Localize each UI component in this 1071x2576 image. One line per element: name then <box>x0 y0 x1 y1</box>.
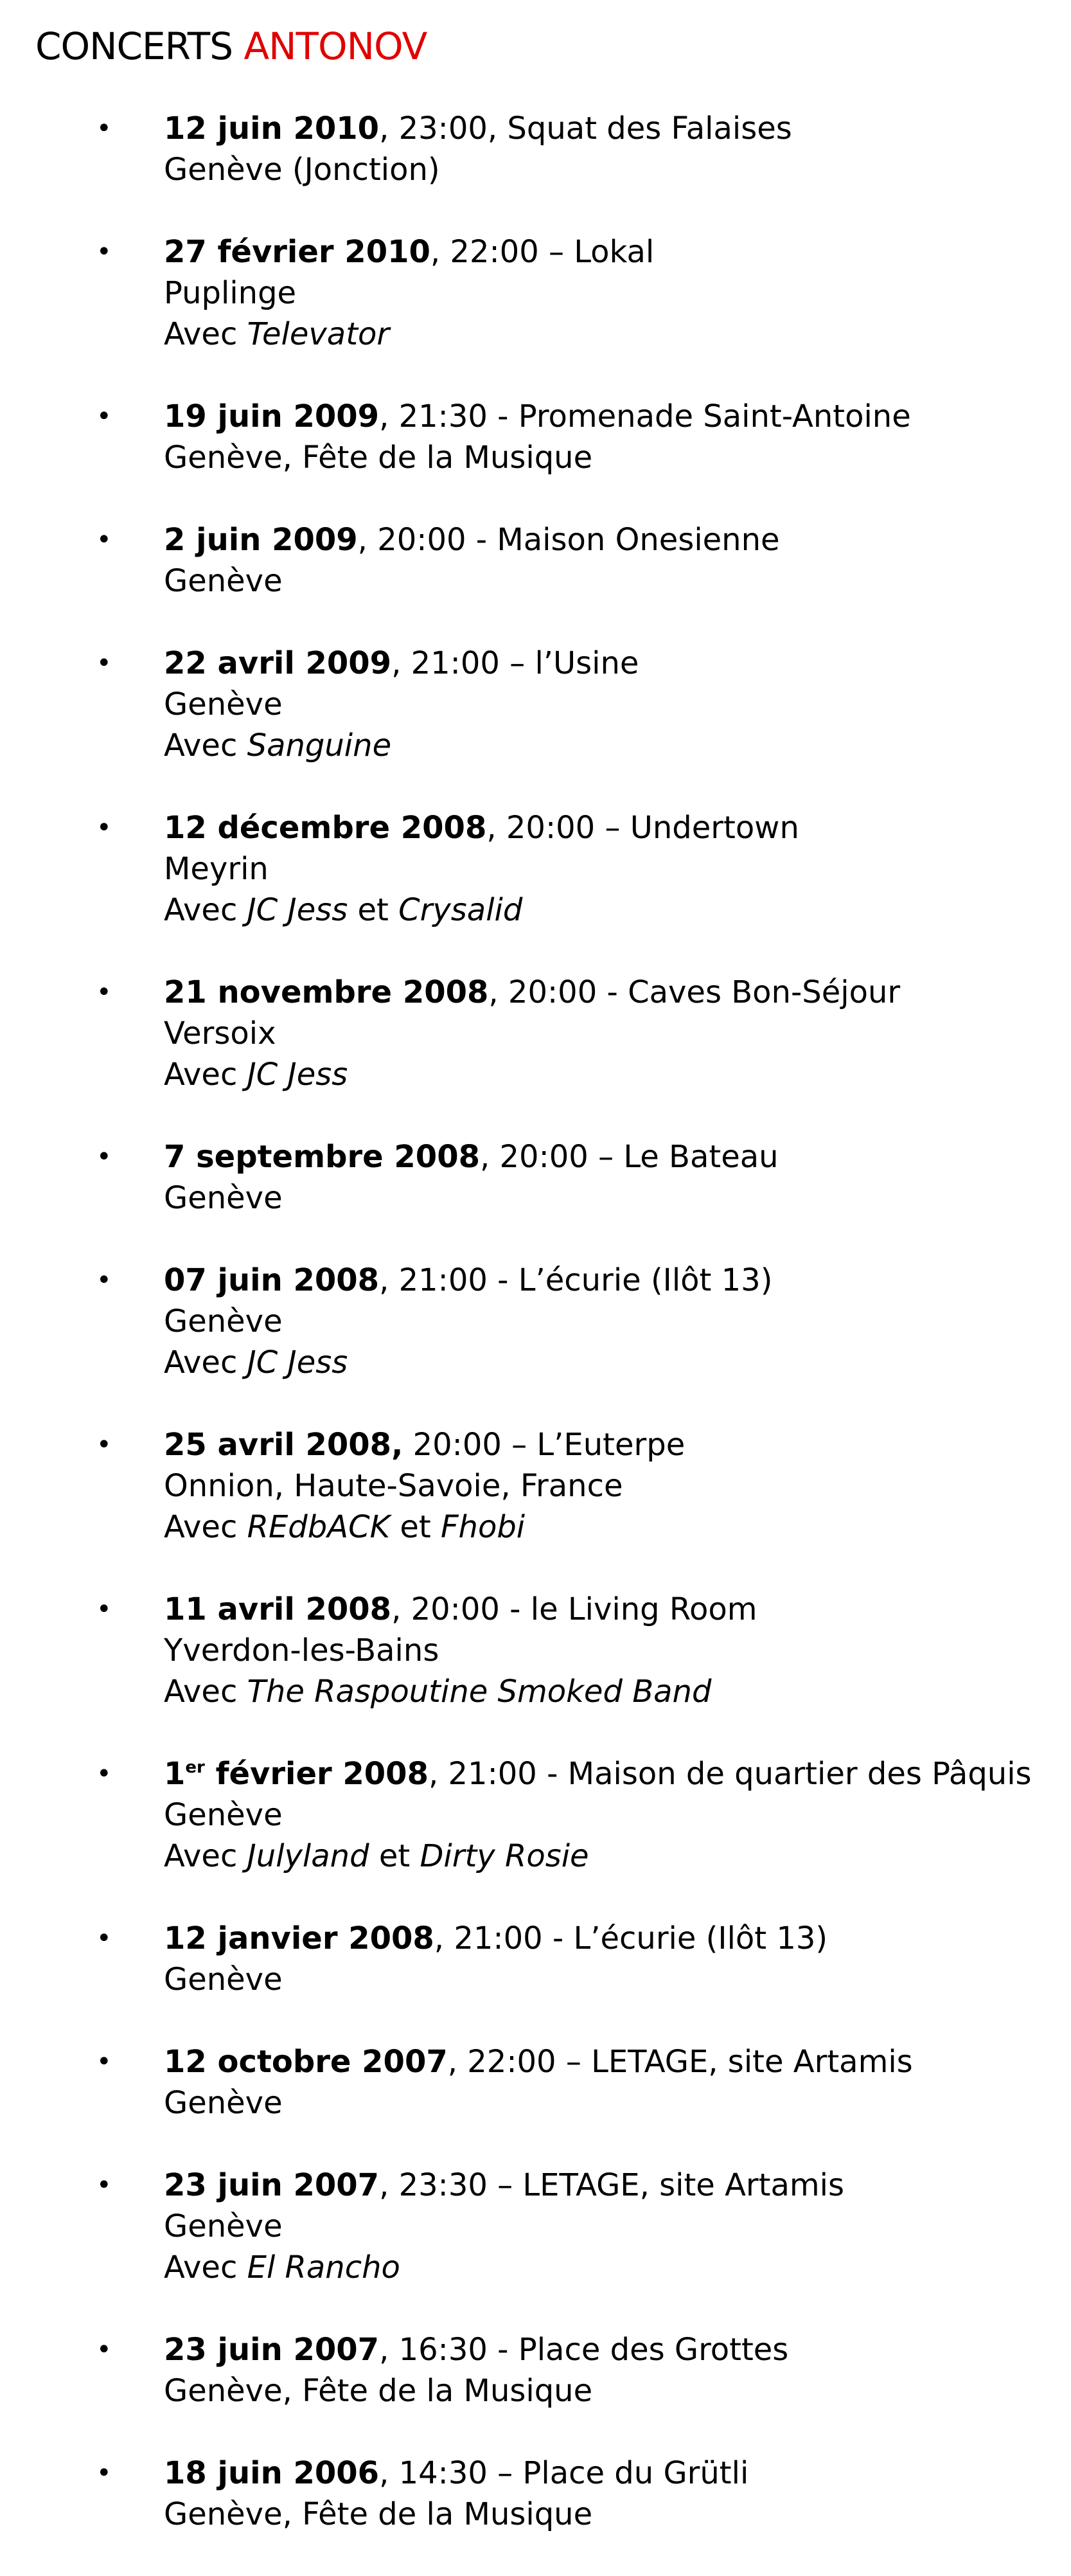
concert-lineup <box>164 1054 1071 1095</box>
bullet-icon: • <box>96 813 112 843</box>
lineup-act: Julyland <box>247 1838 369 1874</box>
concert-date-text: 18 juin 2006 <box>164 2455 380 2491</box>
concert-item <box>0 1136 1071 1219</box>
concert-item <box>0 231 1071 355</box>
concert-headline <box>164 972 1071 1013</box>
concert-headline <box>164 231 1071 273</box>
concert-date <box>164 810 486 846</box>
bullet-icon: • <box>96 402 112 431</box>
concert-lineup <box>164 725 1071 766</box>
concert-headline <box>164 108 1071 149</box>
lineup-label: Avec <box>164 1057 247 1093</box>
concert-place: Genève <box>164 563 283 599</box>
lineup-act: The Raspoutine Smoked Band <box>247 1674 712 1710</box>
concert-date-text: 23 juin 2007 <box>164 2167 380 2203</box>
concert-date <box>164 234 430 270</box>
lineup-label: Avec <box>164 1509 247 1545</box>
concert-item <box>0 2453 1071 2535</box>
bullet-icon: • <box>96 1266 112 1295</box>
lineup-label: Avec <box>164 728 247 764</box>
lineup-label: Avec <box>164 2250 247 2285</box>
concert-place: Genève <box>164 2208 283 2244</box>
concert-place: Genève <box>164 1303 283 1339</box>
lineup-label: Avec <box>164 1674 247 1710</box>
concert-time-venue: , 21:30 - Promenade Saint-Antoine <box>379 398 911 434</box>
bullet-icon: • <box>96 1142 112 1172</box>
concert-time-venue: , 22:00 – Lokal <box>430 234 655 270</box>
concert-date-text: 2 juin 2009 <box>164 522 358 558</box>
concert-item <box>0 2329 1071 2411</box>
lineup-joiner: et <box>369 1838 420 1874</box>
concert-date <box>164 2044 448 2080</box>
concert-headline <box>164 807 1071 848</box>
concert-time-venue: , 14:30 – Place du Grütli <box>379 2455 749 2491</box>
lineup-act: REdbACK <box>247 1509 391 1545</box>
concert-date <box>164 111 379 147</box>
concert-time-venue: , 21:00 - L’écurie (Ilôt 13) <box>379 1262 773 1298</box>
lineup-act: El Rancho <box>247 2250 400 2285</box>
concert-list <box>0 108 1071 2576</box>
concert-lineup <box>164 1671 1071 1712</box>
concert-place: Genève <box>164 1797 283 1833</box>
bullet-icon: • <box>96 525 112 555</box>
concert-date-text: 22 avril 2009 <box>164 645 392 681</box>
concert-time-venue: , 21:00 – l’Usine <box>391 645 639 681</box>
concert-time-venue: , 20:00 - Maison Onesienne <box>357 522 780 558</box>
lineup-act: Televator <box>247 316 390 352</box>
lineup-label: Avec <box>164 1345 247 1381</box>
concert-time-venue: , 21:00 - L’écurie (Ilôt 13) <box>434 1920 828 1956</box>
lineup-joiner: et <box>390 1509 441 1545</box>
concert-date <box>164 1756 429 1792</box>
concert-time-venue: , 20:00 - Caves Bon-Séjour <box>488 974 901 1010</box>
concert-lineup <box>164 1507 1071 1548</box>
concert-date-text: 23 juin 2007 <box>164 2332 380 2368</box>
concert-date-text: février 2008 <box>204 1756 429 1792</box>
title-accent: ANTONOV <box>243 24 427 68</box>
concert-place: Genève <box>164 1962 283 1998</box>
concert-date-text: 12 juin 2010 <box>164 111 380 147</box>
concert-time-venue: , 23:00, Squat des Falaises <box>379 111 792 147</box>
concert-time-venue: , 20:00 – Undertown <box>486 810 799 846</box>
concert-item <box>0 1753 1071 1877</box>
concert-date-text: 21 novembre 2008 <box>164 974 489 1010</box>
concert-headline <box>164 1136 1071 1177</box>
bullet-icon: • <box>96 2047 112 2077</box>
concert-date <box>164 1427 403 1463</box>
concert-date <box>164 1591 391 1627</box>
concert-date-text: 11 avril 2008 <box>164 1591 392 1627</box>
concert-place: Meyrin <box>164 851 269 887</box>
lineup-act: JC Jess <box>247 892 348 928</box>
bullet-icon: • <box>96 237 112 267</box>
concert-time-venue: , 16:30 - Place des Grottes <box>379 2332 789 2368</box>
concert-place: Genève, Fête de la Musique <box>164 2496 593 2532</box>
concert-item <box>0 1589 1071 1712</box>
concert-time-venue: , 20:00 – Le Bateau <box>480 1139 779 1175</box>
concert-lineup <box>164 1342 1071 1383</box>
concert-item <box>0 807 1071 931</box>
concert-date-text: 12 octobre 2007 <box>164 2044 448 2080</box>
concert-place: Genève, Fête de la Musique <box>164 440 593 476</box>
lineup-act: Crysalid <box>398 892 523 928</box>
bullet-icon: • <box>96 114 112 143</box>
concert-date <box>164 1262 379 1298</box>
page-title <box>35 21 427 72</box>
concert-date-text: 25 avril 2008, <box>164 1427 403 1463</box>
concert-place: Versoix <box>164 1015 276 1051</box>
concert-place: Genève, Fête de la Musique <box>164 2373 593 2409</box>
concert-date-text: 12 décembre 2008 <box>164 810 487 846</box>
concert-item <box>0 108 1071 190</box>
concert-date-ordinal: er <box>185 1758 205 1777</box>
lineup-label: Avec <box>164 892 247 928</box>
concert-headline <box>164 396 1071 437</box>
concert-date <box>164 1920 434 1956</box>
concert-place: Puplinge <box>164 275 297 311</box>
lineup-act: JC Jess <box>247 1057 348 1093</box>
lineup-label: Avec <box>164 1838 247 1874</box>
concert-time-venue: , 21:00 - Maison de quartier des Pâquis <box>428 1756 1032 1792</box>
concert-place: Genève <box>164 2085 283 2121</box>
concert-headline <box>164 1753 1071 1794</box>
concert-headline <box>164 1260 1071 1301</box>
concert-date-text: 12 janvier 2008 <box>164 1920 434 1956</box>
bullet-icon: • <box>96 1595 112 1624</box>
concert-time-venue: , 20:00 - le Living Room <box>391 1591 757 1627</box>
concert-place: Yverdon-les-Bains <box>164 1632 439 1668</box>
concert-date <box>164 974 488 1010</box>
concert-item <box>0 2165 1071 2288</box>
bullet-icon: • <box>96 978 112 1007</box>
concert-headline <box>164 2041 1071 2082</box>
concert-date <box>164 398 379 434</box>
concert-headline <box>164 1918 1071 1959</box>
bullet-icon: • <box>96 648 112 678</box>
concert-item <box>0 519 1071 602</box>
concert-date <box>164 2455 379 2491</box>
concert-time-venue: , 23:30 – LETAGE, site Artamis <box>379 2167 844 2203</box>
lineup-act: JC Jess <box>247 1345 348 1381</box>
concert-item <box>0 643 1071 766</box>
concert-place: Genève <box>164 686 283 722</box>
concert-item <box>0 2041 1071 2124</box>
bullet-icon: • <box>96 1759 112 1789</box>
lineup-act: Dirty Rosie <box>420 1838 589 1874</box>
concert-place: Onnion, Haute-Savoie, France <box>164 1468 623 1504</box>
title-prefix: CONCERTS <box>35 24 233 68</box>
concert-date <box>164 1139 480 1175</box>
concert-item <box>0 972 1071 1095</box>
concert-date <box>164 645 391 681</box>
lineup-joiner: et <box>348 892 399 928</box>
concert-headline <box>164 1589 1071 1630</box>
concert-date <box>164 2167 379 2203</box>
concert-date-text: 27 février 2010 <box>164 234 430 270</box>
concert-headline <box>164 2165 1071 2206</box>
concert-lineup <box>164 2247 1071 2288</box>
concert-time-venue: 20:00 – L’Euterpe <box>403 1427 686 1463</box>
bullet-icon: • <box>96 2458 112 2488</box>
lineup-act: Fhobi <box>440 1509 526 1545</box>
concert-place: Genève <box>164 1180 283 1216</box>
bullet-icon: • <box>96 1430 112 1460</box>
concert-item <box>0 1260 1071 1383</box>
concert-lineup <box>164 1836 1071 1877</box>
concert-item <box>0 1424 1071 1548</box>
concert-date-text: 07 juin 2008 <box>164 1262 380 1298</box>
concert-time-venue: , 22:00 – LETAGE, site Artamis <box>447 2044 913 2080</box>
concert-lineup <box>164 314 1071 355</box>
concert-lineup <box>164 890 1071 931</box>
concert-date <box>164 522 358 558</box>
concert-date-text: 19 juin 2009 <box>164 398 380 434</box>
concert-place: Genève (Jonction) <box>164 152 440 188</box>
concert-headline <box>164 2329 1071 2370</box>
bullet-icon: • <box>96 1924 112 1953</box>
lineup-label: Avec <box>164 316 247 352</box>
concert-item <box>0 396 1071 478</box>
lineup-act: Sanguine <box>247 728 392 764</box>
bullet-icon: • <box>96 2170 112 2200</box>
concert-headline <box>164 1424 1071 1465</box>
bullet-icon: • <box>96 2335 112 2365</box>
concert-headline <box>164 643 1071 684</box>
concert-item <box>0 1918 1071 2000</box>
concert-headline <box>164 2453 1071 2494</box>
concert-headline <box>164 519 1071 560</box>
concert-date-text: 7 septembre 2008 <box>164 1139 480 1175</box>
concert-date <box>164 2332 379 2368</box>
concert-date-prefix: 1 <box>164 1756 186 1792</box>
